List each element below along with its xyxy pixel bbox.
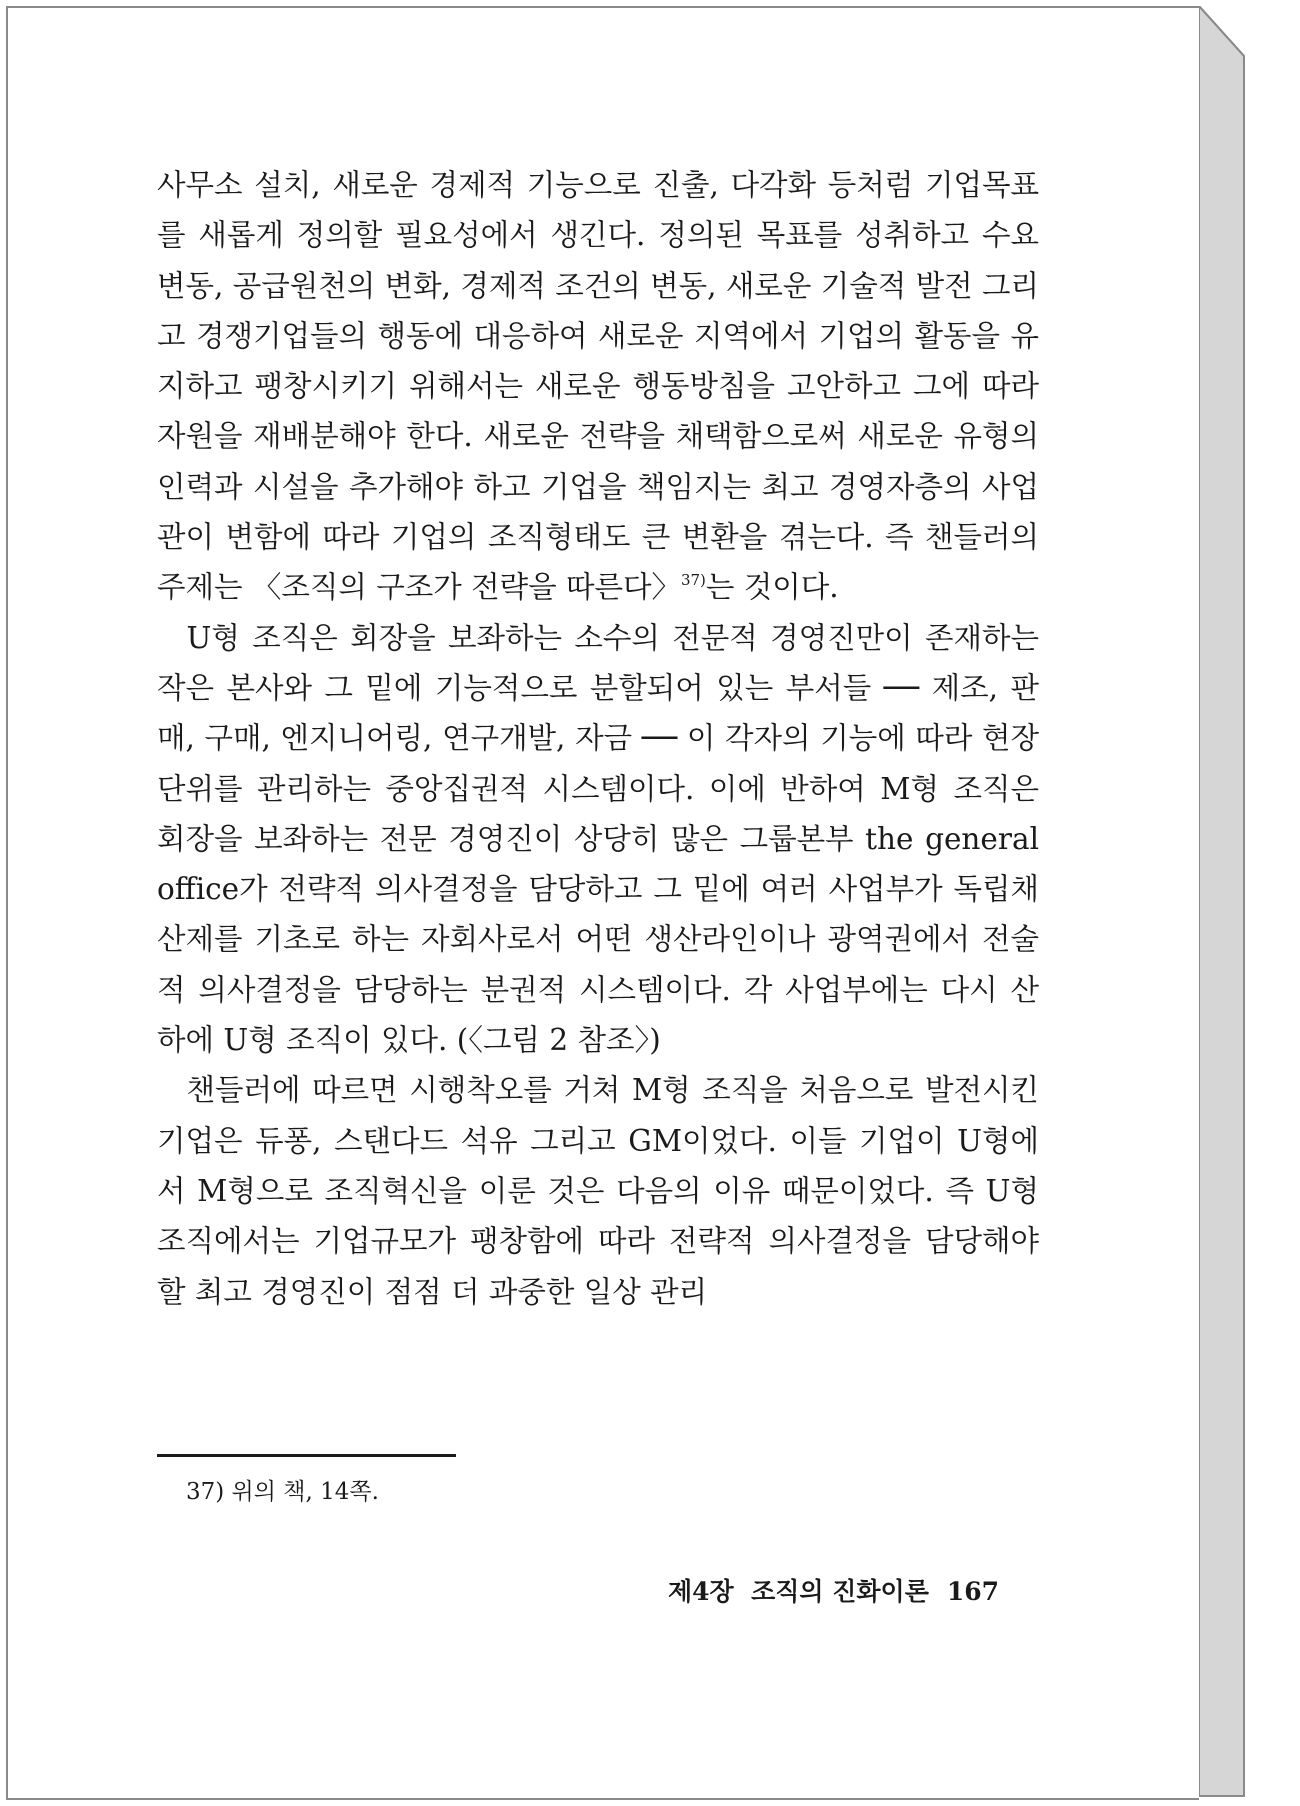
body-text — [157, 160, 1039, 1317]
footnote-reference: 37) — [680, 571, 706, 590]
paragraph-1 — [157, 160, 1039, 613]
running-footer — [668, 1575, 1013, 1609]
paragraph-3 — [157, 1065, 1039, 1316]
paragraph-2-text: U형 조직은 회장을 보좌하는 소수의 전문적 경영진만이 존재하는 작은 본사와 그 밑에 기능적으로 분할되어 있는 부서들 ── 제조, 판매, 구매, 엔지니어링, 연구개발, 자금 ── 이 각자의 기능에 따라 현장단위를 관리하는 중앙집권적 시스템이다. 이에 반하여 M형 조직은 회장을 보좌하는 전문 경영진이 상당히 많은 그룹본부 the general office가 전략적 의사결정을 담당하고 그 밑에 여러 사업부가 독립채산제를 기초로 하는 자회사로서 어떤 생산라인이나 광역권에서 전술적 의사결정을 담당하는 분권적 시스템이다. 각 사업부에는 다시 산하에 U형 조직이 있다. (〈그림 2 참조〉) — [157, 620, 1039, 1058]
paragraph-1-tail: 는 것이다. — [705, 570, 839, 605]
chapter-title: 제4장 조직의 진화이론 — [668, 1577, 929, 1606]
page-stack-edge — [1199, 6, 1294, 1800]
page-number: 167 — [946, 1577, 1000, 1606]
paragraph-2 — [157, 613, 1039, 1066]
paragraph-3-text: 챈들러에 따르면 시행착오를 거쳐 M형 조직을 처음으로 발전시킨 기업은 듀퐁, 스탠다드 석유 그리고 GM이었다. 이들 기업이 U형에서 M형으로 조직혁신을 이룬 것은 다음의 이유 때문이었다. 즉 U형 조직에서는 기업규모가 팽창함에 따라 전략적 의사결정을 담당해야 할 최고 경영진이 점점 더 과중한 일상 관리 — [157, 1073, 1039, 1309]
footnote-divider — [157, 1454, 456, 1457]
paragraph-1-text: 사무소 설치, 새로운 경제적 기능으로 진출, 다각화 등처럼 기업목표를 새롭게 정의할 필요성에서 생긴다. 정의된 목표를 성취하고 수요 변동, 공급원천의 변화, 경제적 조건의 변동, 새로운 기술적 발전 그리고 경쟁기업들의 행동에 대응하여 새로운 지역에서 기업의 활동을 유지하고 팽창시키기 위해서는 새로운 행동방침을 고안하고 그에 따라 자원을 재배분해야 한다. 새로운 전략을 채택함으로써 새로운 유형의 인력과 시설을 추가해야 하고 기업을 책임지는 최고 경영자층의 사업관이 변함에 따라 기업의 조직형태도 큰 변환을 겪는다. 즉 챈들러의 주제는 〈조직의 구조가 전략을 따른다〉 — [157, 168, 1039, 605]
page-stack-edge-graphic — [1199, 6, 1294, 1800]
footnote: 37) 위의 책, 14쪽. — [186, 1479, 379, 1505]
